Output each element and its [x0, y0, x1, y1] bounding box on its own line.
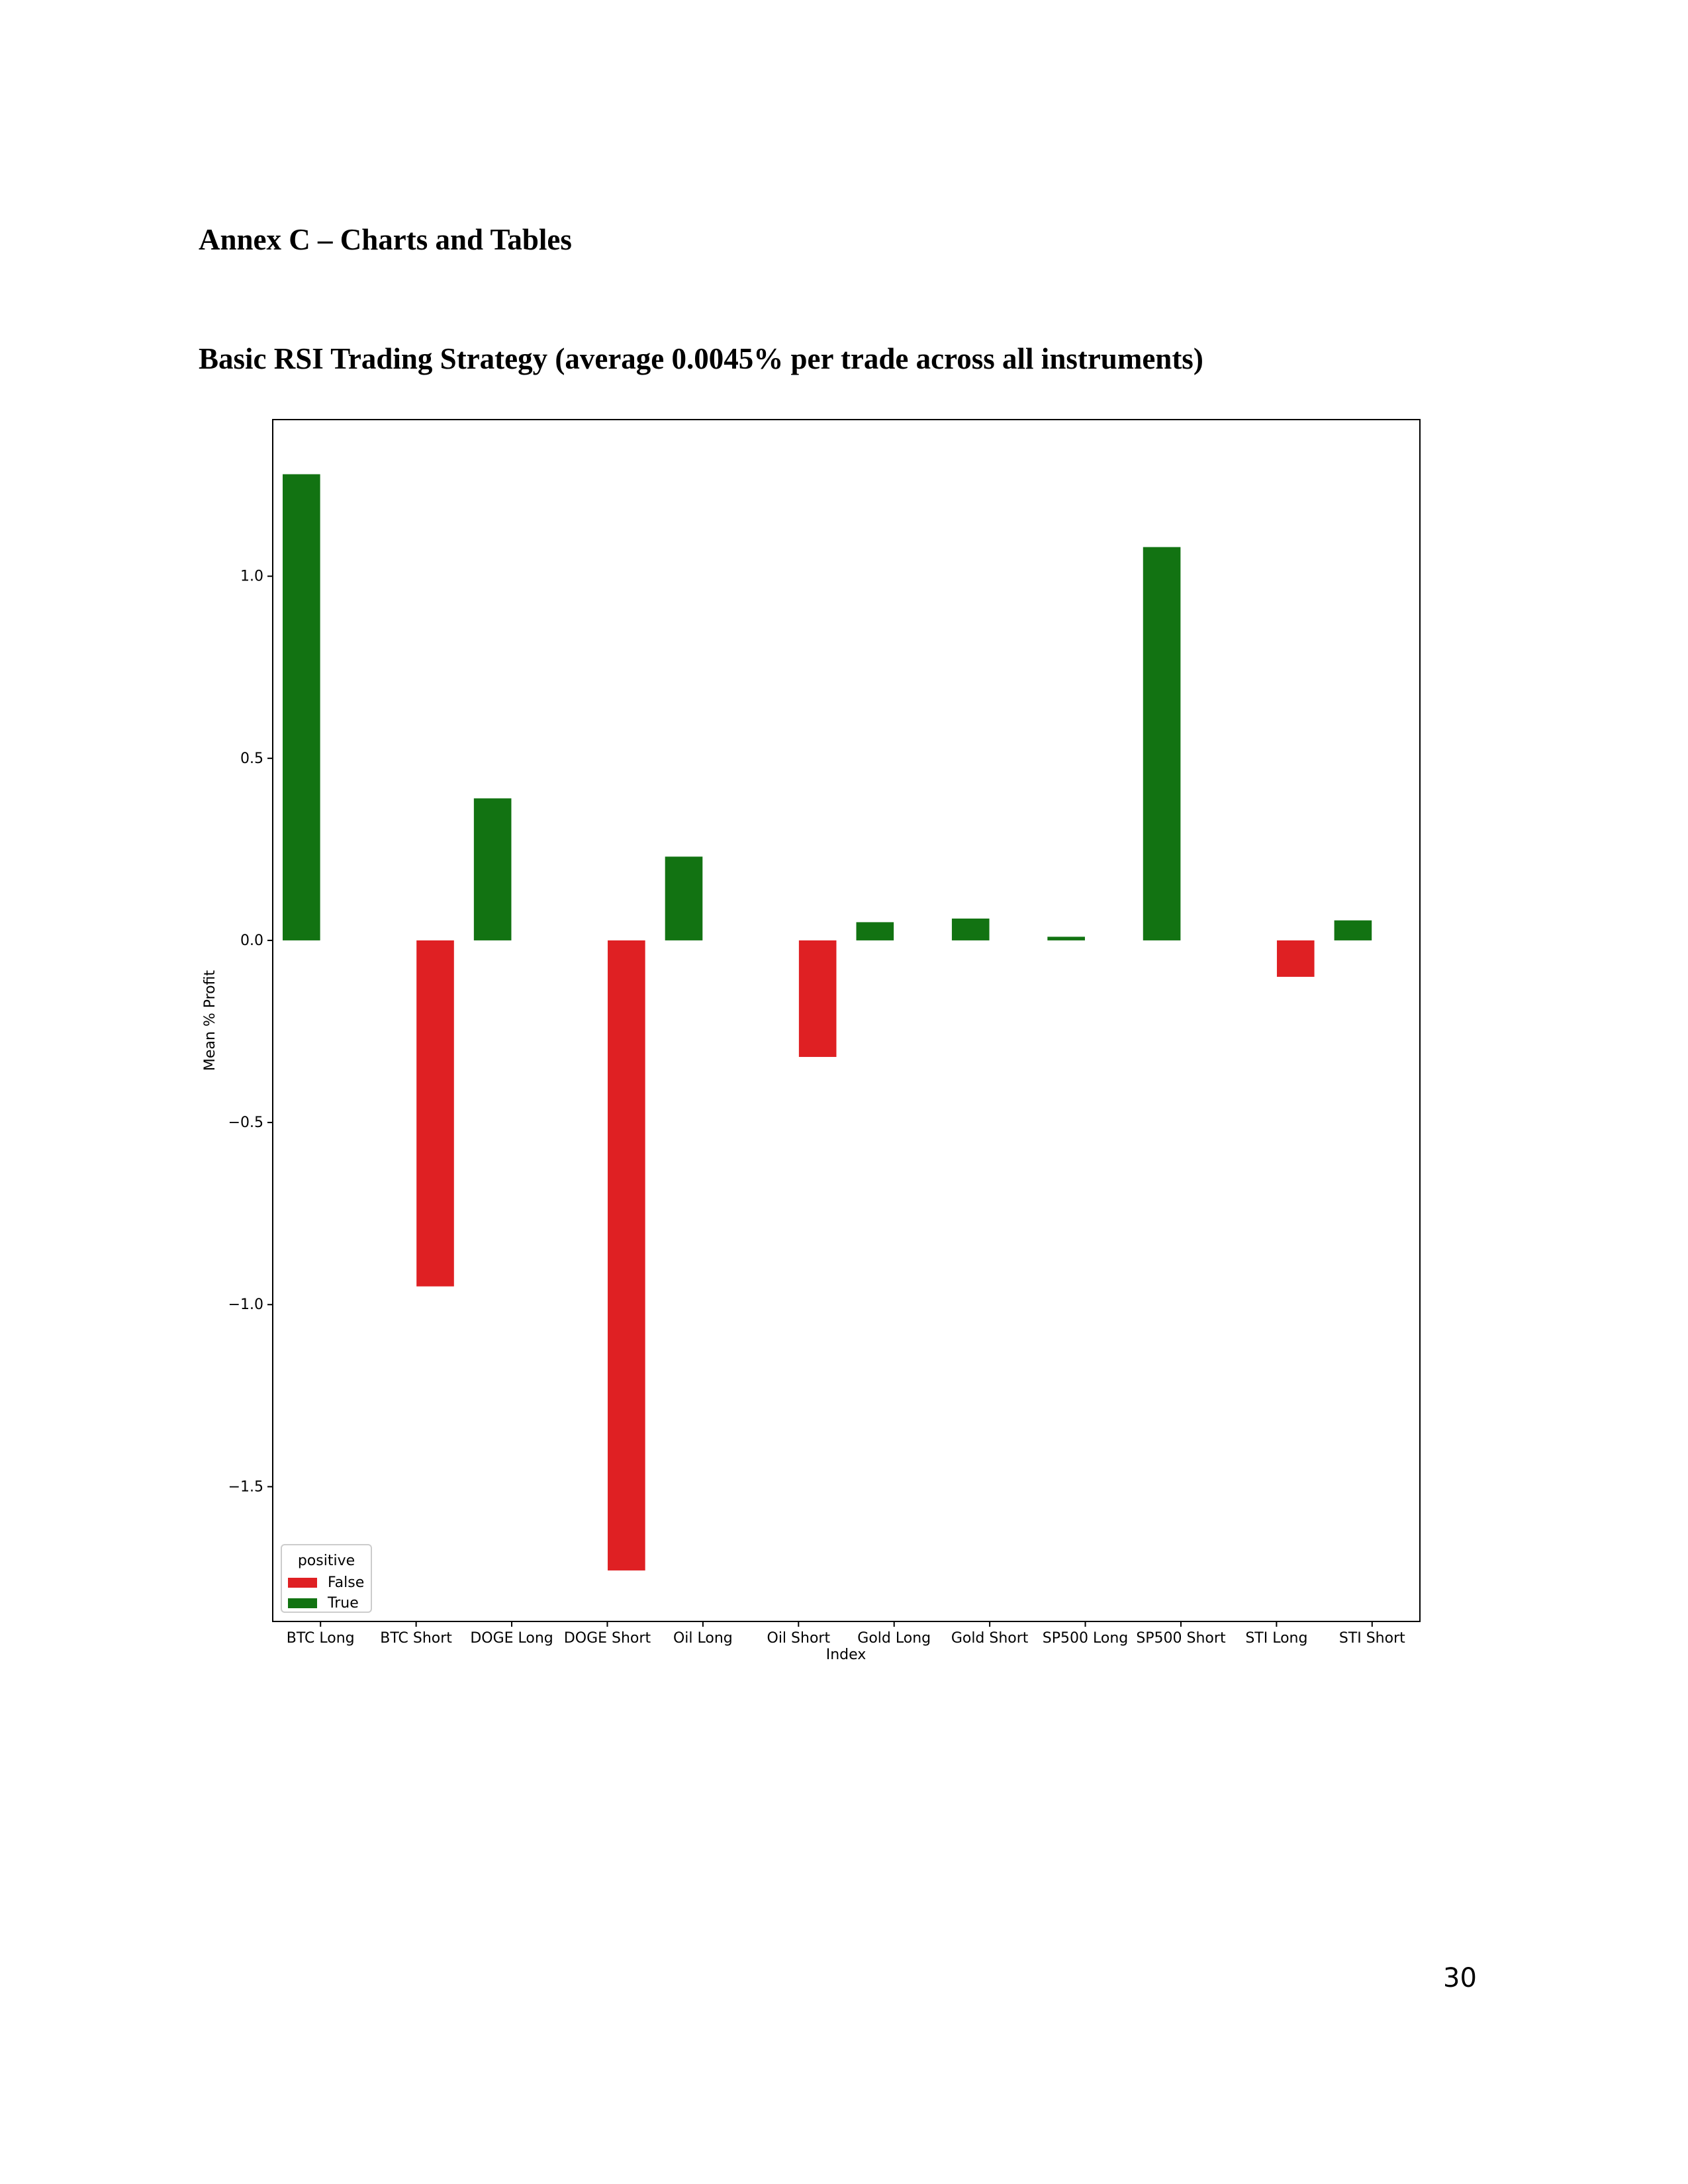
legend-swatch-false — [288, 1578, 317, 1588]
bar-sti-long — [1277, 940, 1315, 977]
bar-btc-short — [416, 940, 454, 1287]
y-axis-label: Mean % Profit — [202, 970, 218, 1071]
legend-label-true: True — [328, 1595, 359, 1612]
annex-title: Annex C – Charts and Tables — [199, 223, 572, 256]
bar-doge-short — [608, 940, 645, 1570]
page-number: 30 — [1443, 1963, 1477, 1993]
x-axis — [287, 1621, 1405, 1647]
y-tick-label: 0.0 — [240, 932, 263, 949]
bar-oil-short — [799, 940, 837, 1057]
mean-profit-bar-chart — [199, 410, 1456, 1688]
bars-layer — [283, 475, 1372, 1570]
bar-sti-short — [1335, 921, 1372, 940]
x-tick-label: STI Long — [1245, 1630, 1308, 1647]
y-tick-label: 0.5 — [240, 750, 263, 767]
x-tick-label: DOGE Short — [563, 1630, 651, 1647]
bar-gold-long — [857, 922, 894, 940]
x-tick-label: Gold Short — [951, 1630, 1029, 1647]
bar-sp500-long — [1047, 936, 1085, 940]
x-tick-label: STI Short — [1338, 1630, 1405, 1647]
x-tick-label: BTC Short — [380, 1630, 452, 1647]
y-tick-label: 1.0 — [240, 568, 263, 585]
bar-oil-long — [665, 856, 703, 940]
x-tick-label: DOGE Long — [470, 1630, 553, 1647]
bar-btc-long — [283, 475, 320, 940]
bar-gold-short — [952, 919, 990, 940]
y-axis — [228, 569, 273, 1496]
x-tick-label: Gold Long — [857, 1630, 931, 1647]
section-title: Basic RSI Trading Strategy (average 0.0045% per trade across all instruments) — [199, 342, 1203, 375]
legend-label-false: False — [328, 1574, 365, 1591]
legend — [281, 1545, 371, 1612]
y-tick-label: −0.5 — [228, 1115, 263, 1132]
legend-swatch-true — [288, 1598, 317, 1608]
y-tick-label: −1.5 — [228, 1479, 263, 1496]
bar-sp500-short — [1143, 547, 1181, 940]
x-tick-label: BTC Long — [286, 1630, 355, 1647]
x-tick-label: SP500 Long — [1042, 1630, 1129, 1647]
x-tick-label: Oil Short — [767, 1630, 831, 1647]
bar-doge-long — [474, 798, 512, 940]
legend-title: positive — [297, 1553, 355, 1569]
x-axis-label: Index — [825, 1647, 867, 1663]
x-tick-label: SP500 Short — [1136, 1630, 1226, 1647]
y-tick-label: −1.0 — [228, 1297, 263, 1314]
x-tick-label: Oil Long — [673, 1630, 733, 1647]
